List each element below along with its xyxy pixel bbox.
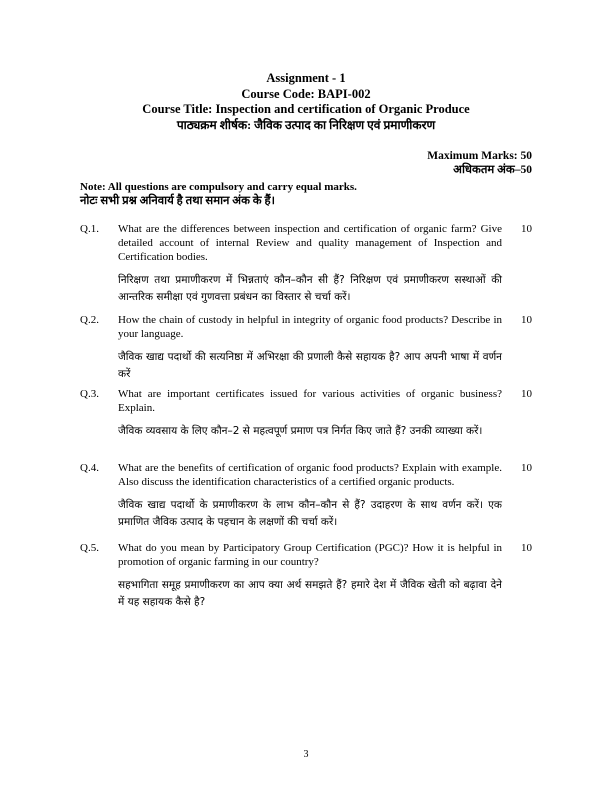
question-marks: 10 (521, 223, 532, 235)
question-marks: 10 (521, 462, 532, 474)
course-title-hindi: पाठ्यक्रम शीर्षक: जैविक उत्पाद का निरिक्षण एवं प्रमाणीकरण (176, 117, 436, 132)
maximum-marks-english: Maximum Marks: 50 (427, 150, 532, 162)
course-code: Course Code: BAPI-002 (241, 86, 371, 101)
question-text: What are the benefits of certification of organic food products? Explain with example. Also discuss the identification characteristics of a certified organic products. (118, 462, 502, 488)
question-marks: 10 (521, 542, 532, 554)
question-number: Q.3. (80, 388, 99, 400)
note-hindi: नोटः सभी प्रश्न अनिवार्य है तथा समान अंक के हैं। (80, 195, 275, 207)
question-text-hindi: निरिक्षण तथा प्रमाणीकरण में भिन्नताएं कौन–कौन सी हैं? निरिक्षण एवं प्रमाणीकरण सस्थाओं की आन्तरिक समीक्षा एवं गुणवत्ता प्रबंधन का विस्तार से चर्चा करें। (118, 274, 502, 303)
question-5 (80, 541, 532, 611)
question-4 (80, 461, 532, 531)
assignment-header (0, 71, 612, 133)
question-marks: 10 (521, 388, 532, 400)
maximum-marks (427, 149, 532, 177)
instructions-note (80, 180, 357, 208)
question-text-hindi: जैविक खाद्य पदार्थो के प्रमाणीकरण के लाभ कौन–कौन से हैं? उदाहरण के साथ वर्णन करें। एक प्रमाणित जैविक उत्पाद के पहचान के लक्षणों की चर्चा करें। (118, 499, 502, 528)
question-number: Q.5. (80, 542, 99, 554)
course-title: Course Title: Inspection and certification of Organic Produce (142, 102, 470, 116)
question-number: Q.2. (80, 314, 99, 326)
question-text-hindi: जैविक खाद्य पदार्थो की सत्यनिष्ठा में अभिरक्षा की प्रणाली कैसे सहायक है? आप अपनी भाषा में वर्णन करें (118, 351, 502, 380)
assignment-title: Assignment - 1 (266, 71, 346, 85)
question-text: What do you mean by Participatory Group Certification (PGC)? How it is helpful in promotion of organic farming in our country? (118, 542, 502, 568)
page-number: 3 (303, 749, 309, 760)
question-text-hindi: सहभागिता समूह प्रमाणीकरण का आप क्या अर्थ समझते हैं? हमारे देश में जैविक खेती को बढ़ावा देने में यह सहायक कैसे है? (118, 579, 502, 608)
question-2 (80, 313, 532, 383)
question-number: Q.1. (80, 223, 99, 235)
question-text: What are important certificates issued for various activities of organic business? Explain. (118, 388, 502, 414)
note-english: Note: All questions are compulsory and carry equal marks. (80, 181, 357, 193)
question-3 (80, 387, 532, 440)
maximum-marks-hindi: अधिकतम अंक–50 (453, 164, 532, 176)
question-text: How the chain of custody in helpful in integrity of organic food products? Describe in your language. (118, 314, 502, 340)
question-number: Q.4. (80, 462, 99, 474)
question-text-hindi: जैविक व्यवसाय के लिए कौन–2 से महत्वपूर्ण प्रमाण पत्र निर्गत किए जाते हैं? उनकी व्याख्या करें। (118, 425, 483, 437)
question-text: What are the differences between inspection and certification of organic farm? Give detailed account of internal Review and quality management of Inspection and Certification bodies. (118, 223, 502, 263)
question-marks: 10 (521, 314, 532, 326)
question-1 (80, 222, 532, 306)
